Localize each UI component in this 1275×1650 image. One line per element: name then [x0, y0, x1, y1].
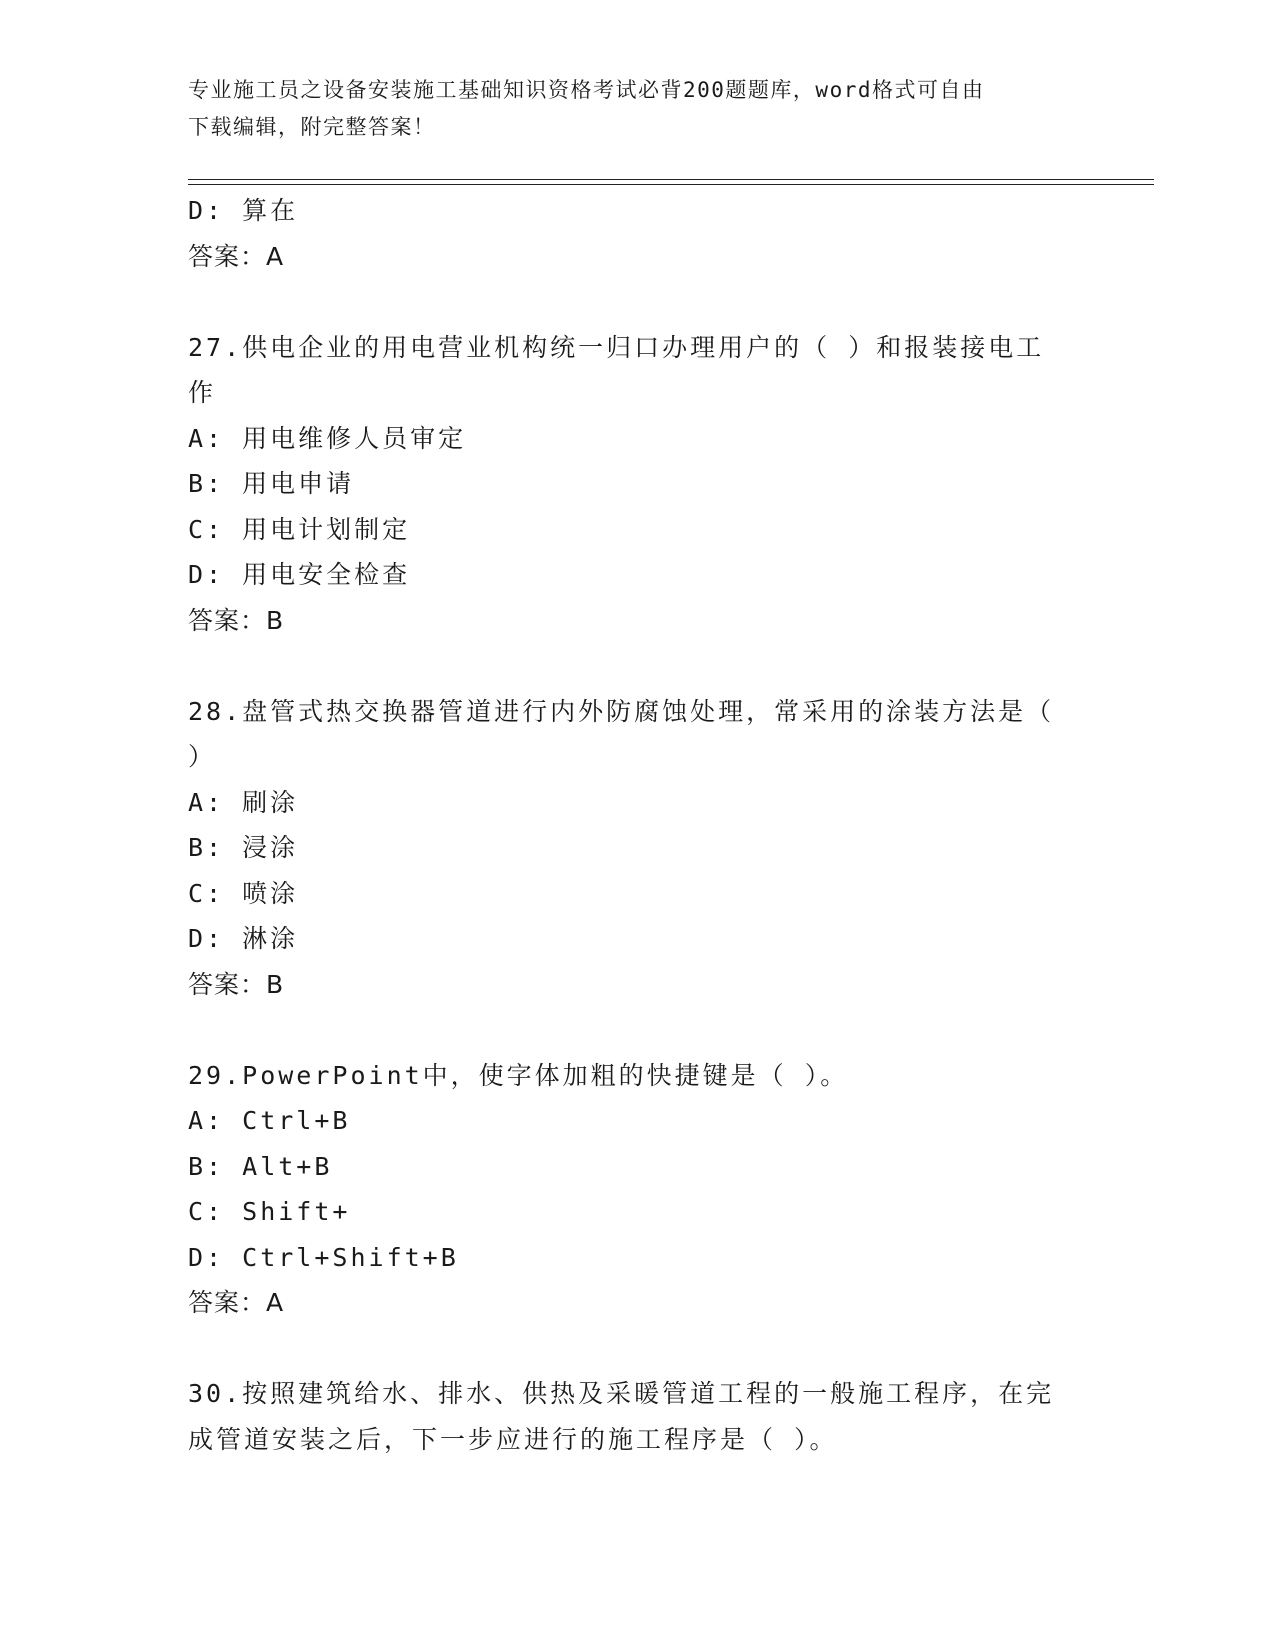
- question-stem: 27.供电企业的用电营业机构统一归口办理用户的（ ）和报装接电工: [188, 332, 1045, 362]
- option-a: A: Ctrl+B: [188, 1106, 351, 1135]
- option-a: A: 刷涂: [188, 787, 299, 817]
- option-c: C: 喷涂: [188, 878, 299, 908]
- option-c: C: Shift+: [188, 1197, 351, 1226]
- document-body: [188, 188, 1088, 1462]
- question-28: [188, 689, 1088, 1008]
- question-stem: 28.盘管式热交换器管道进行内外防腐蚀处理，常采用的涂装方法是（: [188, 696, 1055, 726]
- header-divider-top: [188, 179, 1154, 180]
- spacer: [188, 1326, 1088, 1372]
- spacer: [188, 643, 1088, 689]
- answer-line: 答案：A: [188, 241, 285, 271]
- option-c: C: 用电计划制定: [188, 514, 411, 544]
- option-a: A: 用电维修人员审定: [188, 423, 467, 453]
- header-line-1: 专业施工员之设备安装施工基础知识资格考试必背200题题库，word格式可自由: [188, 78, 985, 102]
- header-line-2: 下载编辑，附完整答案！: [188, 115, 436, 139]
- question-stem-continued: 成管道安装之后，下一步应进行的施工程序是（ ）。: [188, 1424, 838, 1454]
- option-d: D: 算在: [188, 196, 299, 225]
- question-stem: 30.按照建筑给水、排水、供热及采暖管道工程的一般施工程序，在完: [188, 1379, 1055, 1408]
- question-stem-continued: ）: [188, 742, 217, 771]
- header-divider-bottom: [188, 184, 1154, 185]
- answer-line: 答案：A: [188, 1288, 285, 1317]
- question-stem-continued: 作: [188, 378, 217, 407]
- spacer: [188, 279, 1088, 325]
- question-stem: 29.PowerPoint中，使字体加粗的快捷键是（ ）。: [188, 1060, 849, 1090]
- question-26-tail: [188, 188, 1088, 279]
- option-d: D: 淋涂: [188, 924, 299, 953]
- spacer: [188, 1007, 1088, 1053]
- answer-line: 答案：B: [188, 605, 285, 635]
- option-b: B: 用电申请: [188, 469, 355, 498]
- option-d: D: 用电安全检查: [188, 560, 411, 589]
- document-header: [188, 72, 1088, 146]
- question-30: [188, 1371, 1088, 1462]
- question-29: [188, 1053, 1088, 1326]
- option-b: B: Alt+B: [188, 1151, 333, 1181]
- option-b: B: 浸涂: [188, 833, 299, 862]
- question-27: [188, 325, 1088, 644]
- option-d: D: Ctrl+Shift+B: [188, 1242, 459, 1272]
- answer-line: 答案：B: [188, 969, 285, 999]
